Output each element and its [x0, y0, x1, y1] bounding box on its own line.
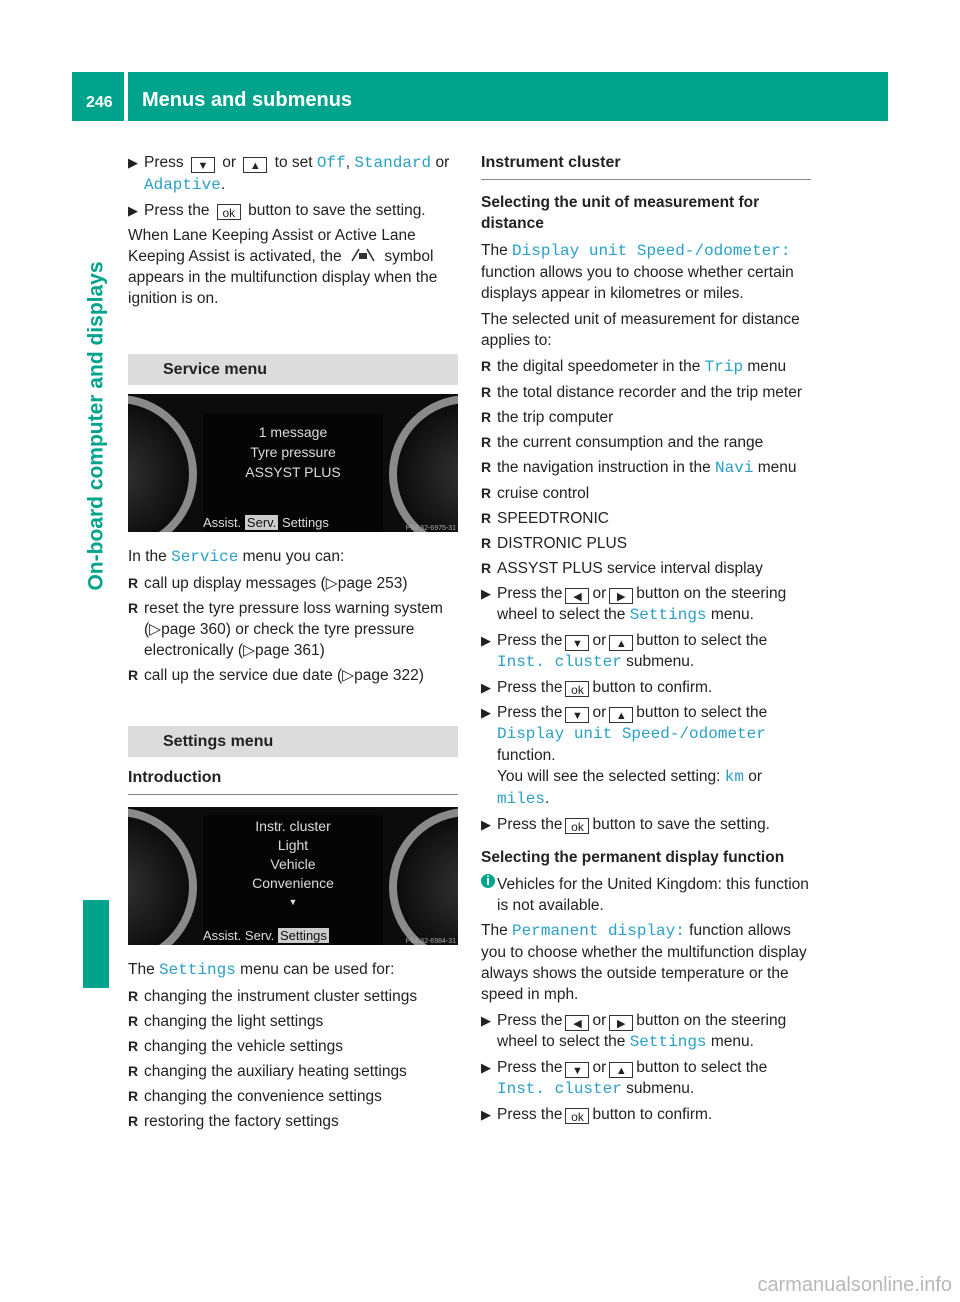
service-menu-heading: Service menu: [128, 354, 458, 385]
settings-menu-heading: Settings menu: [128, 726, 458, 757]
settings-display-image: [128, 807, 458, 945]
code-service: Service: [171, 548, 239, 566]
screen-tab-serv: Serv.: [246, 515, 277, 530]
step-confirm: ▶ Press the ok button to confirm.: [481, 679, 713, 697]
list-item: R the digital speedometer in the Trip menu: [481, 358, 787, 376]
list-item: R the current consumption and the range: [481, 434, 764, 451]
step-select-settings: ▶ Press the ◀ or ▶ button on the steering wheel to select the Settings menu.: [481, 585, 787, 624]
list-item: R reset the tyre pressure loss warning system (▷page 360) or check the tyre pressure electronically (▷page 361): [128, 600, 443, 659]
permanent-display-subheading: Selecting the permanent display function: [481, 849, 785, 866]
option-adaptive: Adaptive: [144, 176, 221, 194]
unit-subheading: Selecting the unit of measurement for distance: [481, 194, 760, 232]
down-key-icon: ▼: [565, 1062, 589, 1078]
page-header: [72, 72, 888, 121]
screen-line-4: Convenience: [252, 875, 334, 891]
page-ref-icon: ▷: [243, 642, 255, 659]
step-select-settings-2: ▶ Press the ◀ or ▶ button on the steering wheel to select the Settings menu.: [481, 1012, 787, 1051]
side-tab-marker: [83, 900, 109, 988]
list-item: R changing the convenience settings: [128, 1088, 382, 1105]
service-display-image: [128, 394, 458, 532]
page-ref-icon: ▷: [342, 667, 355, 684]
right-column: [481, 152, 811, 1129]
down-key-icon: ▼: [565, 635, 589, 651]
screen-tab-serv: Serv.: [244, 928, 275, 943]
down-key-icon: ▼: [565, 707, 589, 723]
list-item: R changing the instrument cluster settings: [128, 988, 418, 1005]
instrument-cluster-heading: Instrument cluster: [481, 152, 811, 180]
list-item: R the navigation instruction in the Navi menu: [481, 459, 797, 477]
screen-tab-settings: Settings: [279, 928, 327, 943]
step-select-inst-cluster-2: ▶ Press the ▼ or ▲ button to select the Inst. cluster submenu.: [481, 1059, 768, 1098]
page-ref-icon: ▷: [149, 621, 162, 638]
page-number: 246: [86, 94, 113, 111]
info-note: i Vehicles for the United Kingdom: this function is not available.: [481, 874, 811, 916]
step-set-lane-assist: ▶ Press ▼ or ▲ to set Off, Standard or Adaptive.: [128, 154, 450, 194]
up-key-icon: ▲: [609, 707, 633, 723]
option-standard: Standard: [354, 154, 432, 172]
screen-line-2: Tyre pressure: [250, 444, 336, 460]
list-item: R cruise control: [481, 485, 590, 502]
info-icon: i: [481, 874, 495, 888]
list-item: R changing the light settings: [128, 1013, 324, 1030]
screen-tab-assist: Assist.: [203, 515, 242, 530]
list-item: R the total distance recorder and the trip meter: [481, 384, 802, 401]
up-key-icon: ▲: [609, 635, 633, 651]
page-title: Menus and submenus: [142, 89, 353, 111]
lane-assist-symbol-icon: [349, 247, 377, 263]
unit-applies-paragraph: The selected unit of measurement for distance applies to:: [481, 311, 800, 349]
permanent-display-paragraph: The Permanent display: function allows you to choose whether the multifunction display always shows the outside temperature or the speed in mph.: [481, 922, 807, 1003]
list-item: R call up display messages (▷page 253): [128, 575, 408, 592]
screen-tab-settings: Settings: [281, 515, 329, 530]
service-intro: In the Service menu you can:: [128, 548, 345, 566]
watermark: carmanualsonline.info: [757, 1274, 952, 1296]
settings-intro: The Settings menu can be used for:: [128, 961, 395, 979]
ok-key-icon: ok: [217, 204, 241, 220]
left-key-icon: ◀: [565, 588, 589, 604]
list-item: R the trip computer: [481, 409, 614, 426]
page-ref-icon: ▷: [325, 575, 338, 592]
code-settings: Settings: [159, 961, 236, 979]
list-item: R call up the service due date (▷page 322): [128, 667, 424, 684]
up-key-icon: ▲: [609, 1062, 633, 1078]
list-item: R restoring the factory settings: [128, 1113, 339, 1130]
option-off: Off: [316, 154, 346, 172]
step-select-display-unit: ▶ Press the ▼ or ▲ button to select the Display unit Speed-/odometer function. You will see the selected setting: km or miles.: [481, 704, 768, 808]
list-item: R changing the auxiliary heating settings: [128, 1063, 407, 1080]
side-chapter-label: On-board computer and displays: [84, 261, 108, 591]
screen-line-2: Light: [277, 837, 309, 853]
unit-paragraph: The Display unit Speed-/odometer: function allows you to choose whether certain displays appear in kilometres or miles.: [481, 242, 794, 302]
screen-line-3: ASSYST PLUS: [245, 464, 341, 480]
step-save: ▶ Press the ok button to save the setting.: [128, 202, 426, 220]
list-item: R DISTRONIC PLUS: [481, 535, 628, 552]
image-code: P54.32-6984-31: [405, 938, 456, 945]
screen-line-1: Instr. cluster: [255, 818, 331, 834]
step-save-unit: ▶ Press the ok button to save the setting.: [481, 816, 770, 834]
down-key-icon: ▼: [191, 157, 215, 173]
step-confirm-2: ▶ Press the ok button to confirm.: [481, 1106, 713, 1124]
list-item: R ASSYST PLUS service interval display: [481, 560, 763, 577]
ok-key-icon: ok: [565, 681, 589, 697]
list-item: R changing the vehicle settings: [128, 1038, 344, 1055]
lane-assist-paragraph: When Lane Keeping Assist or Active Lane Keeping Assist is activated, the symbol appears in the multifunction display when the ignition is on.: [128, 227, 438, 307]
left-key-icon: ◀: [565, 1015, 589, 1031]
left-column: [128, 152, 458, 1136]
code-display-unit: Display unit Speed-/odometer:: [512, 242, 791, 260]
up-key-icon: ▲: [243, 157, 267, 173]
step-arrow-icon: ▶: [128, 155, 138, 170]
right-key-icon: ▶: [609, 1015, 633, 1031]
ok-key-icon: ok: [565, 1108, 589, 1124]
list-item: R SPEEDTRONIC: [481, 510, 609, 527]
header-divider: [124, 72, 128, 121]
code-permanent-display: Permanent display:: [512, 922, 685, 940]
right-key-icon: ▶: [609, 588, 633, 604]
scroll-down-icon: ▼: [288, 897, 298, 907]
screen-tab-assist: Assist.: [203, 928, 242, 943]
ok-key-icon: ok: [565, 818, 589, 834]
screen-line-3: Vehicle: [270, 856, 316, 872]
introduction-heading: Introduction: [128, 767, 458, 795]
step-arrow-icon: ▶: [128, 203, 138, 218]
image-code: P54.32-6975-31: [405, 525, 456, 532]
step-select-inst-cluster: ▶ Press the ▼ or ▲ button to select the Inst. cluster submenu.: [481, 632, 768, 671]
screen-line-1: 1 message: [258, 424, 328, 440]
